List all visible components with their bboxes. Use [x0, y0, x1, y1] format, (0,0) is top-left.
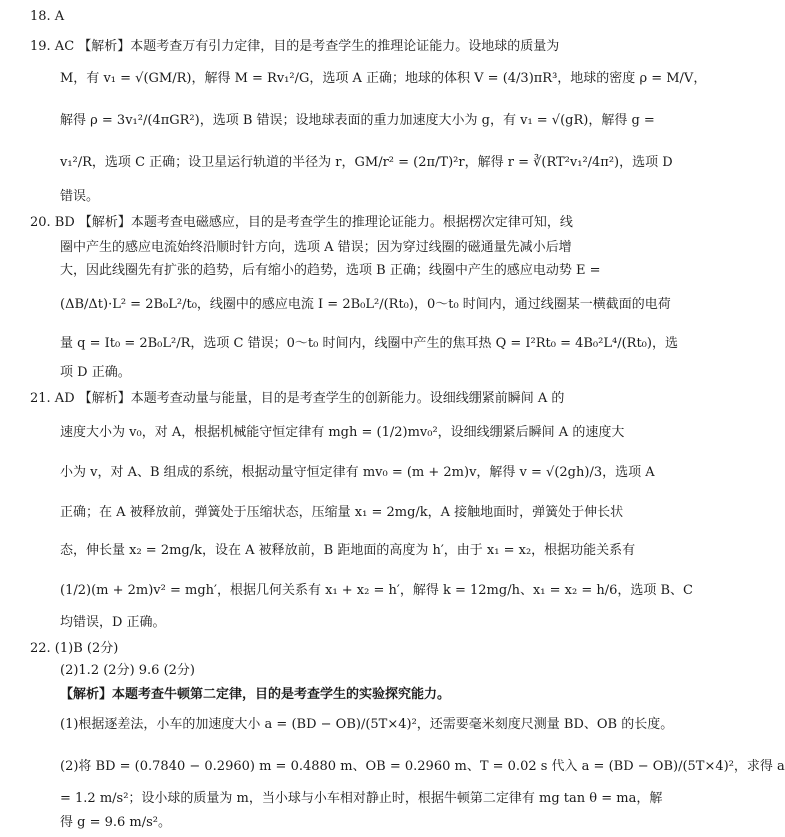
answer-22-line-4: (1)根据逐差法，小车的加速度大小 a = (BD − OB)/(5T×4)²，还需要毫米刻度尺测量 BD、OB 的长度。 [60, 717, 674, 732]
answer-21-line-1: 21. AD 【解析】本题考查动量与能量，目的是考查学生的创新能力。设细线绷紧前瞬间 A 的 [30, 391, 565, 406]
answer-21-line-3: 小为 v，对 A、B 组成的系统，根据动量守恒定律有 mv₀ = (m + 2m)v，解得 v = √(2gh)/3，选项 A [60, 465, 655, 480]
answer-22-line-1: 22. (1)B (2分) [30, 641, 119, 656]
answer-19-line-3: 解得 ρ = 3v₁²/(4πGR²)，选项 B 错误；设地球表面的重力加速度大小为 g，有 v₁ = √(gR)，解得 g = [60, 113, 655, 128]
answer-20-line-4: (ΔB/Δt)·L² = 2B₀L²/t₀，线圈中的感应电流 I = 2B₀L²/(Rt₀)，0～t₀ 时间内，通过线圈某一横截面的电荷 [60, 297, 671, 312]
answer-22-line-5: (2)将 BD = (0.7840 − 0.2960) m = 0.4880 m、OB = 0.2960 m、T = 0.02 s 代入 a = (BD − OB)/(5T×4)²，求得 a [60, 759, 785, 774]
answer-22-line-2: (2)1.2 (2分) 9.6 (2分) [60, 663, 195, 678]
answer-20-line-5: 量 q = It₀ = 2B₀L²/R，选项 C 错误；0～t₀ 时间内，线圈中产生的焦耳热 Q = I²Rt₀ = 4B₀²L⁴/(Rt₀)，选 [60, 336, 678, 351]
answer-21-line-7: 均错误，D 正确。 [60, 615, 166, 630]
answer-22-line-6: = 1.2 m/s²；设小球的质量为 m，当小球与小车相对静止时，根据牛顿第二定律有 mg tan θ = ma，解 [60, 791, 663, 806]
answer-18: 18. A [30, 9, 65, 24]
answer-19-line-2: M，有 v₁ = √(GM/R)，解得 M = Rv₁²/G，选项 A 正确；地球的体积 V = (4/3)πR³，地球的密度 ρ = M/V， [60, 71, 707, 86]
answer-21-line-2: 速度大小为 v₀，对 A，根据机械能守恒定律有 mgh = (1/2)mv₀²，设细线绷紧后瞬间 A 的速度大 [60, 425, 625, 440]
answer-20-line-1: 20. BD 【解析】本题考查电磁感应，目的是考查学生的推理论证能力。根据楞次定律可知，线 [30, 215, 573, 230]
answer-21-line-5: 态，伸长量 x₂ = 2mg/k，设在 A 被释放前，B 距地面的高度为 h′，由于 x₁ = x₂，根据功能关系有 [60, 543, 636, 558]
answer-20-line-2: 圈中产生的感应电流始终沿顺时针方向，选项 A 错误；因为穿过线圈的磁通量先减小后增 [60, 240, 572, 255]
answer-20-line-6: 项 D 正确。 [60, 365, 131, 380]
answer-20-line-3: 大，因此线圈先有扩张的趋势，后有缩小的趋势，选项 B 正确；线圈中产生的感应电动势 E = [60, 263, 601, 278]
answer-19-line-4: v₁²/R，选项 C 正确；设卫星运行轨道的半径为 r，GM/r² = (2π/T)²r，解得 r = ∛(RT²v₁²/4π²)，选项 D [60, 155, 673, 170]
answer-19-line-1: 19. AC 【解析】本题考查万有引力定律，目的是考查学生的推理论证能力。设地球的质量为 [30, 39, 560, 54]
answer-21-line-4: 正确；在 A 被释放前，弹簧处于压缩状态，压缩量 x₁ = 2mg/k，A 接触地面时，弹簧处于伸长状 [60, 505, 624, 520]
answer-21-line-6: (1/2)(m + 2m)v² = mgh′，根据几何关系有 x₁ + x₂ = h′，解得 k = 12mg/h、x₁ = x₂ = h/6，选项 B、C [60, 583, 694, 598]
answer-19-line-5: 错误。 [60, 189, 100, 204]
answer-22-line-7: 得 g = 9.6 m/s²。 [60, 815, 172, 830]
answer-22-line-3: 【解析】本题考查牛顿第二定律，目的是考查学生的实验探究能力。 [60, 687, 451, 702]
